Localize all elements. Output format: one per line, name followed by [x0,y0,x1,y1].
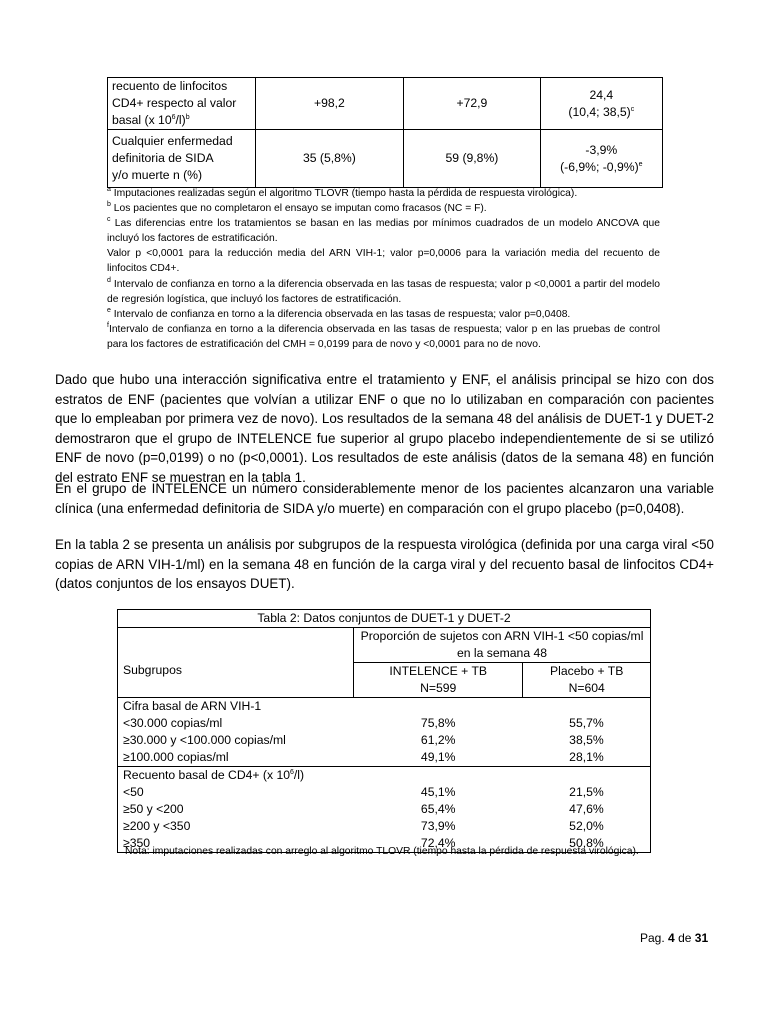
subgroup-labels: Cifra basal de ARN VIH-1 <30.000 copias/ml ≥30.000 y <100.000 copias/ml ≥100.000 copias/ml [118,698,354,767]
table-row-group [118,767,651,853]
placebo-arm-header: Placebo + TB N=604 [523,663,651,698]
placebo-value: 59 (9,8%) [404,130,540,188]
body-paragraph: Dado que hubo una interacción significativa entre el tratamiento y ENF, el análisis principal se hizo con dos estratos de ENF (pacientes que volvían a utilizar ENF o que no lo utilizaban en comparación con pacientes que lo empleaban por primera vez de novo). Los resultados de la semana 48 del análisis de DUET-1 y DUET-2 demostraron que el grupo de INTELENCE fue superior al grupo placebo independientemente de si se utilizó ENF de novo (p=0,0199) o no (p<0,0001). Los resultados de este análisis (datos de la semana 48) en función del estrato ENF se muestran en la tabla 1. [55,372,714,485]
table-caption: Tabla 2: Datos conjuntos de DUET-1 y DUET-2 [118,610,651,628]
subgroup-labels: Recuento basal de CD4+ (x $10^6/l$) <50 ≥50 y <200 ≥200 y <350 ≥350 [118,767,354,853]
row-label: recuento de linfocitos CD4+ respecto al valor basal (x $10^6/l)^b$ [108,78,256,130]
footnote: Valor p <0,0001 para la reducción media del ARN VIH-1; valor p=0,0006 para la variación media del recuento de linfocitos CD4+. [107,248,660,275]
table-row-group [118,698,651,767]
difference-value: 24,4 (10,4; 38,5)$^c$ [540,78,662,130]
intelence-values: 45,1% 65,4% 73,9% 72,4% [354,767,523,853]
intelence-value: +98,2 [255,78,404,130]
placebo-values: 55,7% 38,5% 28,1% [523,698,651,767]
intelence-arm-header: INTELENCE + TB N=599 [354,663,523,698]
intelence-values: 75,8% 61,2% 49,1% [354,698,523,767]
table-row [108,130,663,188]
subgroup-table [117,609,651,853]
page-number: Pag. 4 de 31 [640,931,709,945]
difference-value: -3,9% (-6,9%; -0,9%)$^e$ [540,130,662,188]
footnote: $^d$ Intervalo de confianza en torno a la diferencia observada en las tasas de respuesta; valor p <0,0001 a partir del modelo de regresión logística, que incluyó los factores de estratificación. [107,276,660,305]
footnote: $^c$ Las diferencias entre los tratamientos se basan en las medias por mínimos cuadrados de un modelo ANCOVA que incluyó los factores de estratificación. [107,216,660,245]
intelence-value: 35 (5,8%) [255,130,404,188]
table-note: Nota: imputaciones realizadas con arreglo al algoritmo TLOVR (tiempo hasta la pérdida de respuesta virológica). [125,846,639,857]
row-label: Cualquier enfermedad definitoria de SIDA y/o muerte n (%) [108,130,256,188]
subgroups-header: Subgrupos [118,628,354,698]
footnote: $^e$ Intervalo de confianza en torno a la diferencia observada en las tasas de respuesta; valor p=0,0408. [107,306,571,320]
footnote: $^b$ Los pacientes que no completaron el ensayo se imputan como fracasos (NC = F). [107,201,487,215]
table-row [108,78,663,130]
footnote: $^f$Intervalo de confianza en torno a la diferencia observada en las tasas de respuesta; valor p en las pruebas de control para los factores de estratificación del CMH = 0,0199 para de novo y <0,0001 para no de novo. [107,321,660,350]
body-paragraph: En el grupo de INTELENCE un número considerablemente menor de los pacientes alcanzaron una variable clínica (una enfermedad definitoria de SIDA y/o muerte) en comparación con el grupo placebo (p=0,0408). [55,481,714,516]
proportion-header: Proporción de sujetos con ARN VIH-1 <50 copias/ml en la semana 48 [354,628,651,663]
placebo-value: +72,9 [404,78,540,130]
results-table-continuation [107,77,663,188]
table-footnotes [107,186,660,352]
placebo-values: 21,5% 47,6% 52,0% 50,8% [523,767,651,853]
body-paragraph: En la tabla 2 se presenta un análisis por subgrupos de la respuesta virológica (definida por una carga viral <50 copias de ARN VIH-1/ml) en la semana 48 en función de la carga viral y del recuento basal de linfocitos CD4+ (datos conjuntos de los ensayos DUET). [55,537,714,592]
footnote: $^a$ Imputaciones realizadas según el algoritmo TLOVR (tiempo hasta la pérdida de respuesta virológica). [107,186,578,199]
